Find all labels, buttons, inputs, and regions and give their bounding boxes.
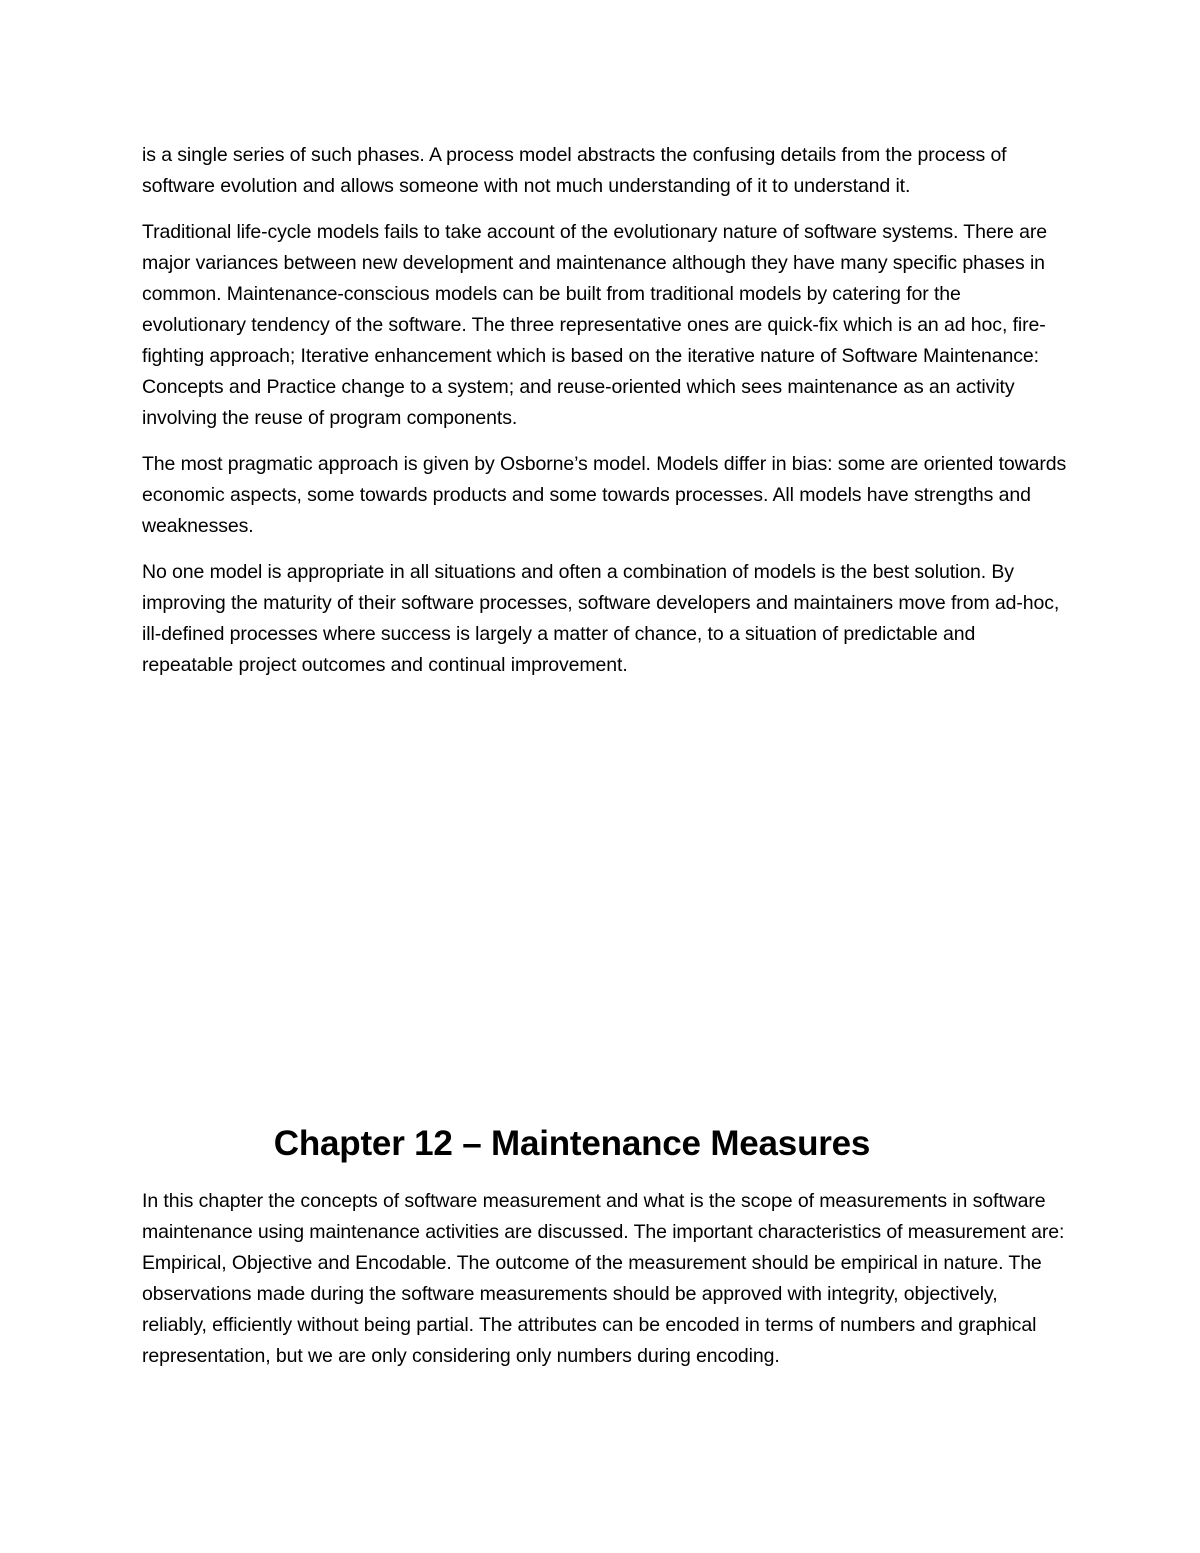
chapter-heading: Chapter 12 – Maintenance Measures xyxy=(273,1124,871,1163)
paragraph-process-model: is a single series of such phases. A process model abstracts the confusing details from the process of software evolution and allows someone with not much understanding of it to understand it. xyxy=(142,144,1007,197)
paragraph-traditional-models: Traditional life-cycle models fails to take account of the evolutionary nature of software systems. There are major variances between new development and maintenance although they have many specific phases in common. Maintenance-conscious models can be built from traditional models by catering for the evolutionary tendency of the software. The three representative ones are quick-fix which is an ad hoc, fire-fighting approach; Iterative enhancement which is based on the iterative nature of Software Maintenance: Concepts and Practice change to a system; and reuse-oriented which sees maintenance as an activity involving the reuse of program components. xyxy=(142,221,1047,429)
chapter-text-block xyxy=(142,1186,1067,1372)
top-text-block xyxy=(142,140,1067,681)
paragraph-measurement-intro: In this chapter the concepts of software measurement and what is the scope of measurements in software maintenance using maintenance activities are discussed. The important characteristics of measurement are: Empirical, Objective and Encodable. The outcome of the measurement should be empirical in nature. The observations made during the software measurements should be approved with integrity, objectively, reliably, efficiently without being partial. The attributes can be encoded in terms of numbers and graphical representation, but we are only considering only numbers during encoding. xyxy=(142,1190,1065,1367)
paragraph-osborne-model: The most pragmatic approach is given by Osborne’s model. Models differ in bias: some are oriented towards economic aspects, some towards products and some towards processes. All models have strengths and weaknesses. xyxy=(142,453,1067,537)
paragraph-combination-models: No one model is appropriate in all situations and often a combination of models is the best solution. By improving the maturity of their software processes, software developers and maintainers move from ad-hoc, ill-defined processes where success is largely a matter of chance, to a situation of predictable and repeatable project outcomes and continual improvement. xyxy=(142,561,1060,676)
